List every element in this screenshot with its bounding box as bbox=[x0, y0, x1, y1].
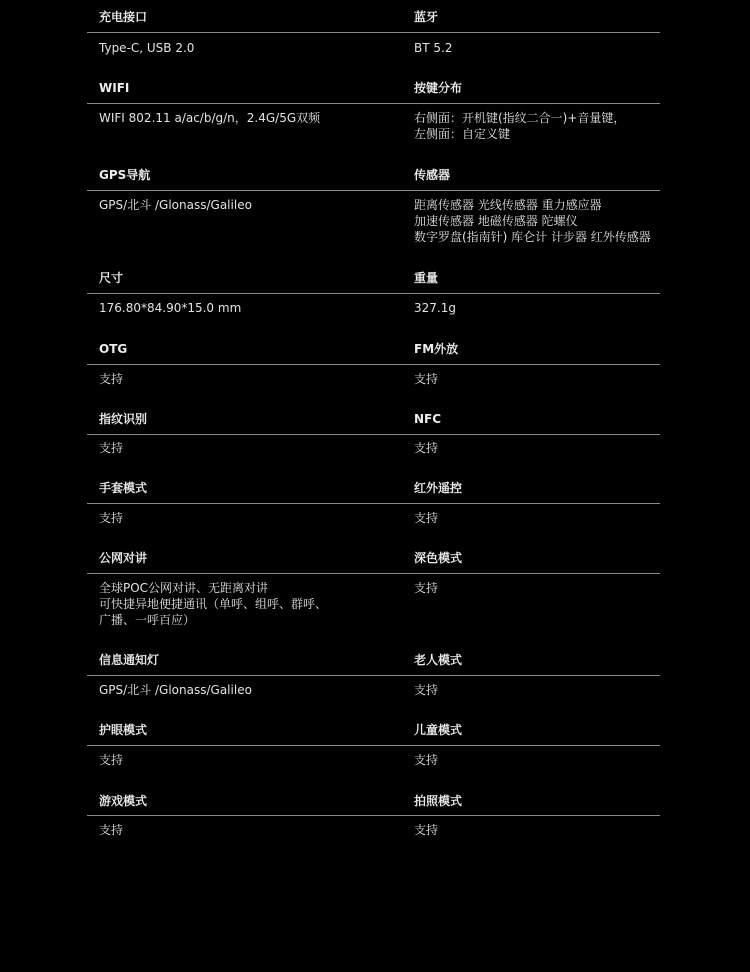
spec-value-kids-mode: 支持 bbox=[414, 753, 439, 767]
spec-label-game-mode: 游戏模式 bbox=[99, 794, 148, 808]
spec-value-buttons: 右侧面：开机键(指纹二合一)+音量键， 左侧面：自定义键 bbox=[414, 111, 626, 141]
spec-value-otg: 支持 bbox=[99, 372, 124, 386]
spec-value-elder-mode: 支持 bbox=[414, 683, 439, 697]
spec-value-photo-mode: 支持 bbox=[414, 823, 439, 837]
spec-label-notification-light: 信息通知灯 bbox=[99, 653, 160, 667]
spec-value-charging: Type-C, USB 2.0 bbox=[99, 41, 195, 55]
row-divider bbox=[87, 675, 660, 676]
spec-label-glove: 手套模式 bbox=[99, 481, 148, 495]
spec-label-weight: 重量 bbox=[414, 271, 439, 285]
spec-label-wifi: WIFI bbox=[99, 81, 130, 95]
row-divider bbox=[87, 32, 660, 33]
spec-value-glove: 支持 bbox=[99, 511, 124, 525]
spec-label-photo-mode: 拍照模式 bbox=[414, 794, 463, 808]
spec-value-dark-mode: 支持 bbox=[414, 581, 439, 595]
row-divider bbox=[87, 293, 660, 294]
spec-label-fm: FM外放 bbox=[414, 342, 459, 356]
spec-label-ir-remote: 红外遥控 bbox=[414, 481, 463, 495]
spec-label-nfc: NFC bbox=[414, 412, 442, 426]
spec-value-notification-light: GPS/北斗 /Glonass/Galileo bbox=[99, 683, 252, 697]
row-divider bbox=[87, 573, 660, 574]
spec-value-wifi: WIFI 802.11 a/ac/b/g/n，2.4G/5G双频 bbox=[99, 111, 321, 125]
spec-value-bluetooth: BT 5.2 bbox=[414, 41, 453, 55]
spec-value-ir-remote: 支持 bbox=[414, 511, 439, 525]
spec-label-gps: GPS导航 bbox=[99, 168, 151, 182]
spec-label-ptt: 公网对讲 bbox=[99, 551, 148, 565]
spec-value-nfc: 支持 bbox=[414, 441, 439, 455]
row-divider bbox=[87, 190, 660, 191]
spec-label-size: 尺寸 bbox=[99, 271, 124, 285]
spec-label-otg: OTG bbox=[99, 342, 128, 356]
spec-label-elder-mode: 老人模式 bbox=[414, 653, 463, 667]
spec-label-dark-mode: 深色模式 bbox=[414, 551, 463, 565]
row-divider bbox=[87, 815, 660, 816]
row-divider bbox=[87, 364, 660, 365]
spec-value-game-mode: 支持 bbox=[99, 823, 124, 837]
spec-label-charging: 充电接口 bbox=[99, 10, 148, 24]
spec-value-weight: 327.1g bbox=[414, 301, 456, 315]
spec-value-fm: 支持 bbox=[414, 372, 439, 386]
spec-value-eye-care: 支持 bbox=[99, 753, 124, 767]
spec-label-eye-care: 护眼模式 bbox=[99, 723, 148, 737]
row-divider bbox=[87, 745, 660, 746]
row-divider bbox=[87, 434, 660, 435]
spec-value-fingerprint: 支持 bbox=[99, 441, 124, 455]
spec-value-ptt: 全球POC公网对讲、无距离对讲 可快捷异地便捷通讯（单呼、组呼、群呼、 广播、一呼百应） bbox=[99, 581, 328, 627]
spec-value-size: 176.80*84.90*15.0 mm bbox=[99, 301, 242, 315]
spec-label-buttons: 按键分布 bbox=[414, 81, 463, 95]
spec-label-fingerprint: 指纹识别 bbox=[99, 412, 148, 426]
row-divider bbox=[87, 103, 660, 104]
spec-label-bluetooth: 蓝牙 bbox=[414, 10, 439, 24]
spec-label-kids-mode: 儿童模式 bbox=[414, 723, 463, 737]
spec-label-sensors: 传感器 bbox=[414, 168, 451, 182]
row-divider bbox=[87, 503, 660, 504]
spec-value-gps: GPS/北斗 /Glonass/Galileo bbox=[99, 198, 252, 212]
spec-value-sensors: 距离传感器 光线传感器 重力感应器 加速传感器 地磁传感器 陀螺仪 数字罗盘(指南针) 库仑计 计步器 红外传感器 bbox=[414, 198, 651, 244]
